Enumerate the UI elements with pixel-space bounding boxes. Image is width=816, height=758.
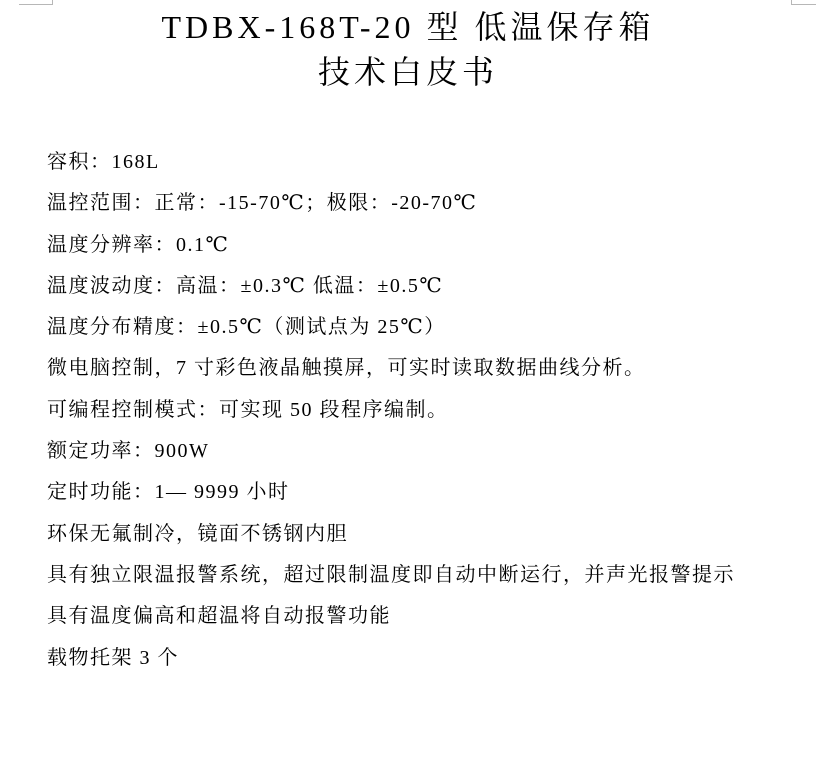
- spec-line-fluctuation: 温度波动度：高温：±0.3℃ 低温：±0.5℃: [47, 274, 444, 297]
- page-margin-mark-top-right: [791, 0, 816, 5]
- spec-list: [0, 142, 816, 679]
- spec-line-resolution: 温度分辨率：0.1℃: [47, 233, 230, 256]
- document-title: [0, 0, 816, 95]
- spec-line-power: 额定功率：900W: [47, 440, 210, 463]
- spec-line-uniformity: 温度分布精度：±0.5℃（测试点为 25℃）: [47, 316, 446, 339]
- spec-line-overtemp-alarm: 具有温度偏高和超温将自动报警功能: [47, 605, 391, 628]
- spec-line-capacity: 容积：168L: [47, 151, 160, 173]
- spec-line-programmable: 可编程控制模式：可实现 50 段程序编制。: [47, 398, 449, 421]
- title-line-2: 技术白皮书: [317, 54, 498, 90]
- spec-line-shelves: 载物托架 3 个: [47, 646, 179, 669]
- spec-line-controller: 微电脑控制，7 寸彩色液晶触摸屏，可实时读取数据曲线分析。: [47, 357, 646, 380]
- title-line-1: TDBX-168T-20 型 低温保存箱: [161, 9, 655, 45]
- page-margin-mark-top-left: [19, 0, 53, 5]
- spec-line-timer: 定时功能：1— 9999 小时: [47, 481, 290, 504]
- spec-line-refrigeration: 环保无氟制冷，镜面不锈钢内胆: [47, 522, 348, 545]
- spec-line-limit-alarm: 具有独立限温报警系统，超过限制温度即自动中断运行，并声光报警提示: [47, 563, 735, 586]
- spec-line-temp-range: 温控范围：正常：-15-70℃；极限：-20-70℃: [47, 192, 478, 215]
